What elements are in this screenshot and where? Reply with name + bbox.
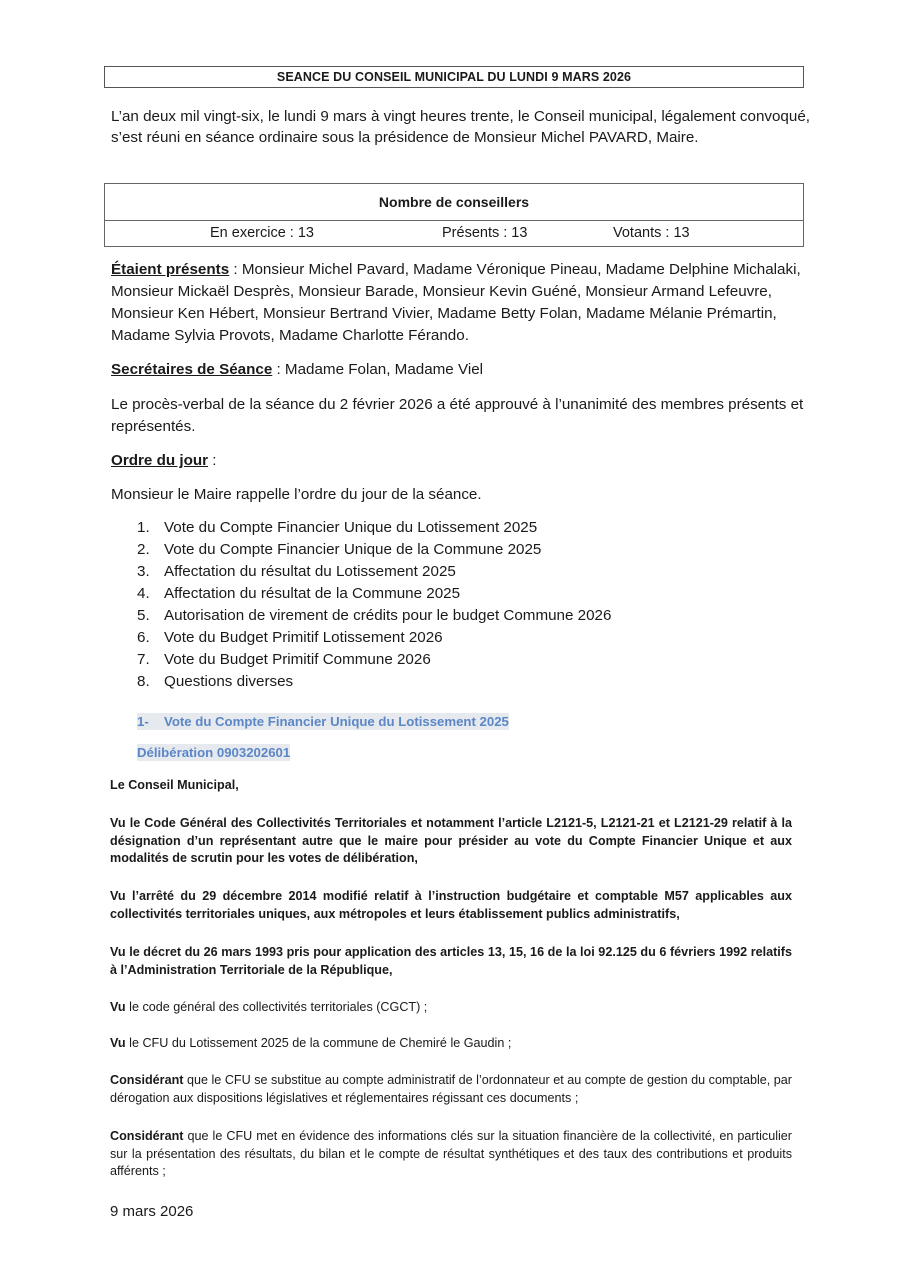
ordre-du-jour-heading [111, 450, 811, 472]
agenda-item-text: Vote du Budget Primitif Commune 2026 [164, 651, 431, 668]
agenda-item-number: 2. [137, 541, 150, 558]
considerant-lead: Considérant [110, 1129, 184, 1143]
secretaires-label: Secrétaires de Séance [111, 361, 273, 378]
agenda-item-text: Affectation du résultat du Lotissement 2025 [164, 563, 456, 580]
considerant-1 [110, 1072, 792, 1107]
proces-verbal-paragraph: Le procès-verbal de la séance du 2 février 2026 a été approuvé à l’unanimité des membres présents et représentés. [111, 396, 804, 435]
counts-table-row [105, 221, 803, 247]
ordre-du-jour-suffix: : [208, 452, 217, 469]
section-1-heading [137, 713, 509, 730]
agenda-item-number: 1. [137, 519, 150, 536]
vu-cfu-text: le CFU du Lotissement 2025 de la commune de Chemiré le Gaudin ; [125, 1036, 512, 1050]
vu-arrete: Vu l’arrêté du 29 décembre 2014 modifié relatif à l’instruction budgétaire et comptable M57 applicables aux collectivités territoriales uniques, aux métropoles et leurs établissement publics administratifs, [110, 889, 792, 921]
presents-paragraph [111, 259, 811, 347]
section-1-number: 1- [137, 714, 149, 729]
conseil-municipal-heading: Le Conseil Municipal, [110, 778, 239, 792]
considerant-2-text: que le CFU met en évidence des informations clés sur la situation financière de la collectivité, en particulier sur la présentation des résultats, du bilan et le compte de résultat synthétiques et des taux des contributions et produits afférents ; [110, 1129, 792, 1178]
agenda-item-number: 3. [137, 563, 150, 580]
agenda-item-text: Questions diverses [164, 673, 294, 690]
agenda-item [137, 671, 611, 693]
agenda-item-text: Vote du Compte Financier Unique de la Commune 2025 [164, 541, 542, 558]
councillors-count-table [104, 183, 804, 247]
considerant-2 [110, 1128, 792, 1181]
agenda-item [137, 561, 611, 583]
considerant-lead: Considérant [110, 1073, 184, 1087]
vu-lead: Vu [110, 1000, 126, 1014]
vu-decret: Vu le décret du 26 mars 1993 pris pour application des articles 13, 15, 16 de la loi 92.125 du 6 févriers 1992 relatifs à l’Administration Territoriale de la République, [110, 945, 792, 977]
agenda-item [137, 605, 611, 627]
agenda-item-text: Autorisation de virement de crédits pour le budget Commune 2026 [164, 607, 612, 624]
vu-cfu [110, 1035, 792, 1053]
agenda-item [137, 583, 611, 605]
agenda-item-text: Vote du Budget Primitif Lotissement 2026 [164, 629, 443, 646]
agenda-item [137, 517, 611, 539]
ordre-du-jour-intro: Monsieur le Maire rappelle l’ordre du jour de la séance. [111, 486, 482, 503]
presents-list: : Monsieur Michel Pavard, Madame Véronique Pineau, Madame Delphine Michalaki, Monsieur Mickaël Desprès, Monsieur Barade, Monsieur Kevin Guéné, Monsieur Armand Lefeuvre, Monsieur Ken Hébert, Monsieur Bertrand Vivier, Madame Betty Folan, Madame Mélanie Prémartin, Madame Sylvia Provots, Madame Charlotte Férando. [111, 261, 801, 344]
vu-cgct-text: le code général des collectivités territoriales (CGCT) ; [125, 1000, 428, 1014]
agenda-item-number: 5. [137, 607, 150, 624]
agenda-item [137, 649, 611, 671]
footer-date: 9 mars 2026 [110, 1203, 194, 1220]
ordre-du-jour-label: Ordre du jour [111, 452, 209, 469]
vu-cgct [110, 999, 792, 1017]
agenda-item [137, 539, 611, 561]
count-presents: Présents : 13 [442, 225, 528, 241]
session-title [104, 66, 804, 88]
vu-lead: Vu [110, 1036, 126, 1050]
count-votants: Votants : 13 [613, 225, 690, 241]
agenda-item-number: 8. [137, 673, 150, 690]
agenda-item-text: Vote du Compte Financier Unique du Lotissement 2025 [164, 519, 538, 536]
presents-label: Étaient présents [111, 261, 230, 278]
counts-table-header: Nombre de conseillers [105, 184, 803, 221]
agenda-item-text: Affectation du résultat de la Commune 2025 [164, 585, 461, 602]
count-en-exercice: En exercice : 13 [210, 225, 314, 241]
agenda-item [137, 627, 611, 649]
agenda-item-number: 6. [137, 629, 150, 646]
secretaires-names: : Madame Folan, Madame Viel [272, 361, 484, 378]
vu-cgct-articles: Vu le Code Général des Collectivités Territoriales et notamment l’article L2121-5, L2121-21 et L2121-29 relatif à la désignation d’un représentant autre que le maire pour présider au vote du Compte Financier Unique et aux modalités de scrutin pour les votes de délibération, [110, 816, 792, 865]
secretaires-paragraph [111, 359, 811, 381]
deliberation-number: Délibération 0903202601 [137, 745, 291, 760]
agenda-item-number: 7. [137, 651, 150, 668]
agenda-item-number: 4. [137, 585, 150, 602]
section-1-title: Vote du Compte Financier Unique du Lotissement 2025 [164, 714, 509, 729]
agenda-list [137, 517, 611, 693]
session-title-text: SEANCE DU CONSEIL MUNICIPAL DU LUNDI 9 MARS 2026 [276, 70, 632, 84]
considerant-1-text: que le CFU se substitue au compte administratif de l’ordonnateur et au compte de gestion du comptable, par dérogation aux dispositions législatives et réglementaires régissant ces documents ; [110, 1073, 792, 1105]
intro-paragraph: L’an deux mil vingt-six, le lundi 9 mars à vingt heures trente, le Conseil municipal, légalement convoqué, s’est réuni en séance ordinaire sous la présidence de Monsieur Michel PAVARD, Maire. [111, 108, 810, 146]
